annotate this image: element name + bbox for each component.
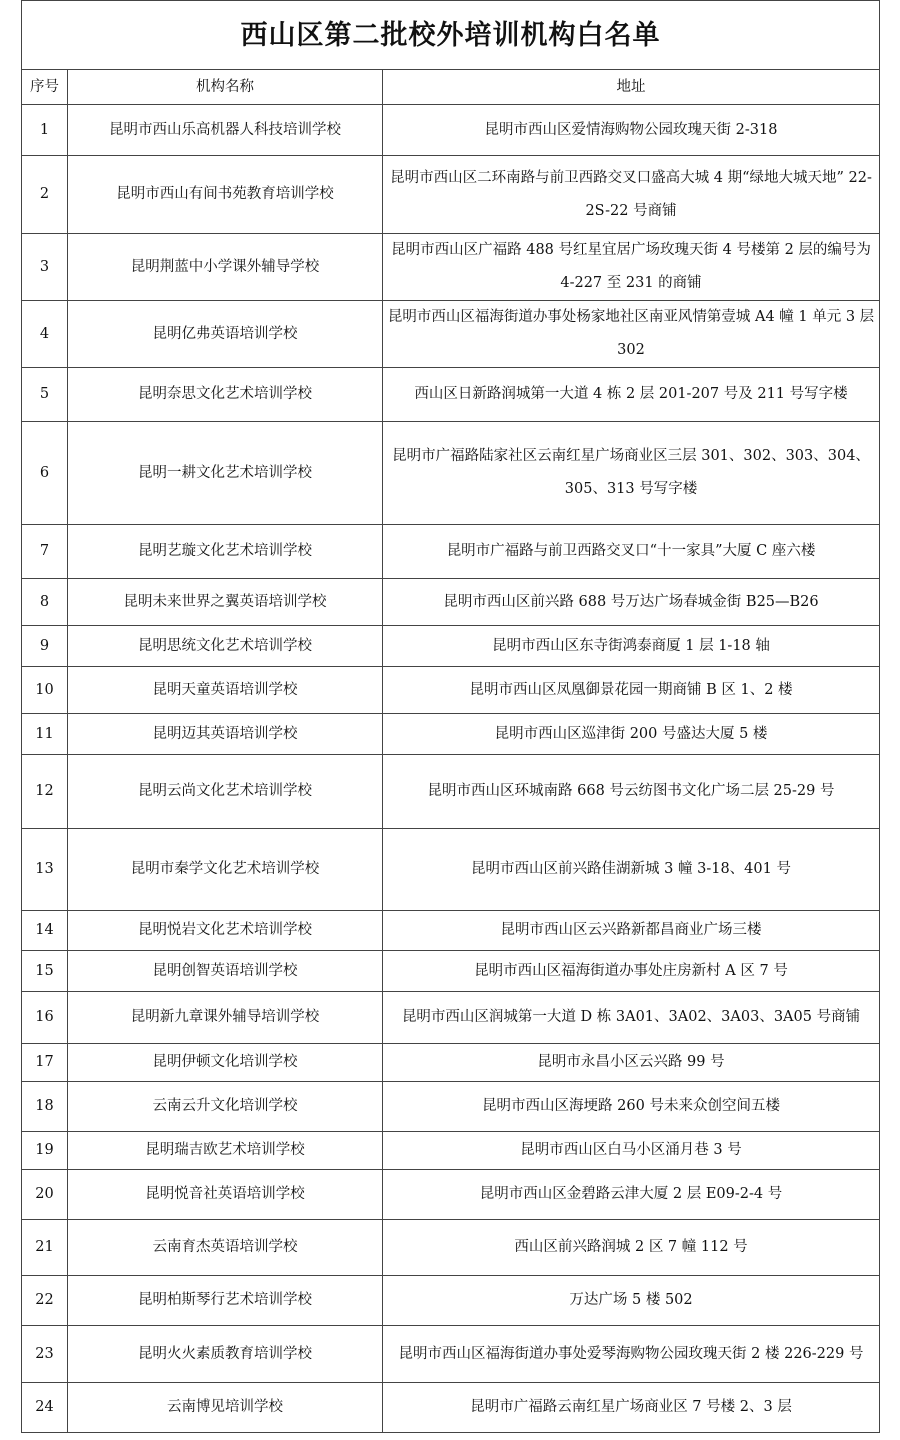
table-row xyxy=(22,1044,880,1082)
table-body xyxy=(22,105,880,1433)
cell-index: 8 xyxy=(22,579,68,626)
table-row xyxy=(22,1276,880,1326)
cell-name: 云南育杰英语培训学校 xyxy=(68,1220,383,1276)
cell-index: 11 xyxy=(22,714,68,755)
cell-name: 昆明悦音社英语培训学校 xyxy=(68,1170,383,1220)
cell-name: 昆明天童英语培训学校 xyxy=(68,667,383,714)
cell-address: 昆明市西山区前兴路 688 号万达广场春城金街 B25—B26 xyxy=(383,579,880,626)
cell-name: 昆明艺璇文化艺术培训学校 xyxy=(68,525,383,579)
cell-name: 昆明迈其英语培训学校 xyxy=(68,714,383,755)
cell-address: 昆明市西山区二环南路与前卫西路交叉口盛高大城 4 期“绿地大城天地” 22-2S-22 号商铺 xyxy=(383,156,880,234)
header-row xyxy=(22,70,880,105)
cell-name: 昆明云尚文化艺术培训学校 xyxy=(68,755,383,829)
cell-address: 昆明市西山区爱情海购物公园玫瑰天街 2-318 xyxy=(383,105,880,156)
cell-name: 昆明荆蓝中小学课外辅导学校 xyxy=(68,234,383,301)
cell-index: 23 xyxy=(22,1326,68,1383)
cell-address: 昆明市西山区福海街道办事处爱琴海购物公园玫瑰天街 2 楼 226-229 号 xyxy=(383,1326,880,1383)
table-row xyxy=(22,1383,880,1433)
cell-index: 6 xyxy=(22,422,68,525)
cell-name: 昆明创智英语培训学校 xyxy=(68,951,383,992)
cell-index: 10 xyxy=(22,667,68,714)
cell-index: 14 xyxy=(22,911,68,951)
cell-address: 西山区日新路润城第一大道 4 栋 2 层 201-207 号及 211 号写字楼 xyxy=(383,368,880,422)
table-row xyxy=(22,626,880,667)
cell-index: 20 xyxy=(22,1170,68,1220)
cell-address: 昆明市永昌小区云兴路 99 号 xyxy=(383,1044,880,1082)
cell-name: 云南博见培训学校 xyxy=(68,1383,383,1433)
cell-address: 昆明市西山区福海街道办事处庄房新村 A 区 7 号 xyxy=(383,951,880,992)
cell-name: 昆明火火素质教育培训学校 xyxy=(68,1326,383,1383)
table-row xyxy=(22,911,880,951)
cell-address: 昆明市西山区海埂路 260 号未来众创空间五楼 xyxy=(383,1082,880,1132)
cell-name: 昆明市西山有间书苑教育培训学校 xyxy=(68,156,383,234)
table-row xyxy=(22,829,880,911)
cell-address: 昆明市西山区润城第一大道 D 栋 3A01、3A02、3A03、3A05 号商铺 xyxy=(383,992,880,1044)
table-row xyxy=(22,301,880,368)
cell-address: 昆明市西山区白马小区涌月巷 3 号 xyxy=(383,1132,880,1170)
cell-index: 4 xyxy=(22,301,68,368)
cell-index: 18 xyxy=(22,1082,68,1132)
cell-address: 昆明市西山区福海街道办事处杨家地社区南亚风情第壹城 A4 幢 1 单元 3 层 302 xyxy=(383,301,880,368)
cell-address: 昆明市西山区凤凰御景花园一期商铺 B 区 1、2 楼 xyxy=(383,667,880,714)
cell-index: 19 xyxy=(22,1132,68,1170)
cell-index: 5 xyxy=(22,368,68,422)
cell-address: 昆明市西山区云兴路新都昌商业广场三楼 xyxy=(383,911,880,951)
table-row xyxy=(22,1170,880,1220)
cell-address: 昆明市西山区环城南路 668 号云纺图书文化广场二层 25-29 号 xyxy=(383,755,880,829)
cell-address: 昆明市西山区广福路 488 号红星宜居广场玫瑰天街 4 号楼第 2 层的编号为 4-227 至 231 的商铺 xyxy=(383,234,880,301)
page-title: 西山区第二批校外培训机构白名单 xyxy=(22,1,880,70)
table-row xyxy=(22,714,880,755)
table-row xyxy=(22,422,880,525)
cell-index: 1 xyxy=(22,105,68,156)
cell-address: 西山区前兴路润城 2 区 7 幢 112 号 xyxy=(383,1220,880,1276)
cell-name: 昆明悦岩文化艺术培训学校 xyxy=(68,911,383,951)
cell-name: 昆明思统文化艺术培训学校 xyxy=(68,626,383,667)
cell-name: 昆明柏斯琴行艺术培训学校 xyxy=(68,1276,383,1326)
table-row xyxy=(22,234,880,301)
header-index: 序号 xyxy=(22,70,68,105)
header-address: 地址 xyxy=(383,70,880,105)
cell-name: 云南云升文化培训学校 xyxy=(68,1082,383,1132)
table-row xyxy=(22,368,880,422)
cell-name: 昆明亿弗英语培训学校 xyxy=(68,301,383,368)
title-row xyxy=(22,1,880,70)
table-row xyxy=(22,156,880,234)
cell-name: 昆明市秦学文化艺术培训学校 xyxy=(68,829,383,911)
cell-index: 3 xyxy=(22,234,68,301)
cell-address: 昆明市西山区东寺街鸿泰商厦 1 层 1-18 轴 xyxy=(383,626,880,667)
cell-name: 昆明未来世界之翼英语培训学校 xyxy=(68,579,383,626)
cell-index: 22 xyxy=(22,1276,68,1326)
cell-index: 24 xyxy=(22,1383,68,1433)
cell-address: 昆明市西山区前兴路佳湖新城 3 幢 3-18、401 号 xyxy=(383,829,880,911)
cell-name: 昆明一耕文化艺术培训学校 xyxy=(68,422,383,525)
table-row xyxy=(22,1326,880,1383)
table-row xyxy=(22,1132,880,1170)
whitelist-table xyxy=(21,0,880,1433)
table-row xyxy=(22,525,880,579)
cell-index: 16 xyxy=(22,992,68,1044)
cell-index: 17 xyxy=(22,1044,68,1082)
cell-name: 昆明瑞吉欧艺术培训学校 xyxy=(68,1132,383,1170)
table-row xyxy=(22,992,880,1044)
cell-index: 21 xyxy=(22,1220,68,1276)
cell-address: 昆明市广福路云南红星广场商业区 7 号楼 2、3 层 xyxy=(383,1383,880,1433)
table-row xyxy=(22,1220,880,1276)
cell-name: 昆明伊顿文化培训学校 xyxy=(68,1044,383,1082)
table-row xyxy=(22,1082,880,1132)
table-row xyxy=(22,579,880,626)
cell-index: 2 xyxy=(22,156,68,234)
cell-address: 万达广场 5 楼 502 xyxy=(383,1276,880,1326)
cell-index: 7 xyxy=(22,525,68,579)
table-row xyxy=(22,755,880,829)
table-row xyxy=(22,951,880,992)
cell-address: 昆明市西山区金碧路云津大厦 2 层 E09-2-4 号 xyxy=(383,1170,880,1220)
cell-address: 昆明市广福路与前卫西路交叉口“十一家具”大厦 C 座六楼 xyxy=(383,525,880,579)
cell-address: 昆明市西山区巡津街 200 号盛达大厦 5 楼 xyxy=(383,714,880,755)
table-row xyxy=(22,667,880,714)
cell-index: 15 xyxy=(22,951,68,992)
header-name: 机构名称 xyxy=(68,70,383,105)
cell-address: 昆明市广福路陆家社区云南红星广场商业区三层 301、302、303、304、305、313 号写字楼 xyxy=(383,422,880,525)
table-row xyxy=(22,105,880,156)
cell-index: 12 xyxy=(22,755,68,829)
cell-index: 9 xyxy=(22,626,68,667)
whitelist-sheet xyxy=(21,0,879,1440)
cell-name: 昆明市西山乐高机器人科技培训学校 xyxy=(68,105,383,156)
cell-name: 昆明新九章课外辅导培训学校 xyxy=(68,992,383,1044)
cell-name: 昆明奈思文化艺术培训学校 xyxy=(68,368,383,422)
cell-index: 13 xyxy=(22,829,68,911)
